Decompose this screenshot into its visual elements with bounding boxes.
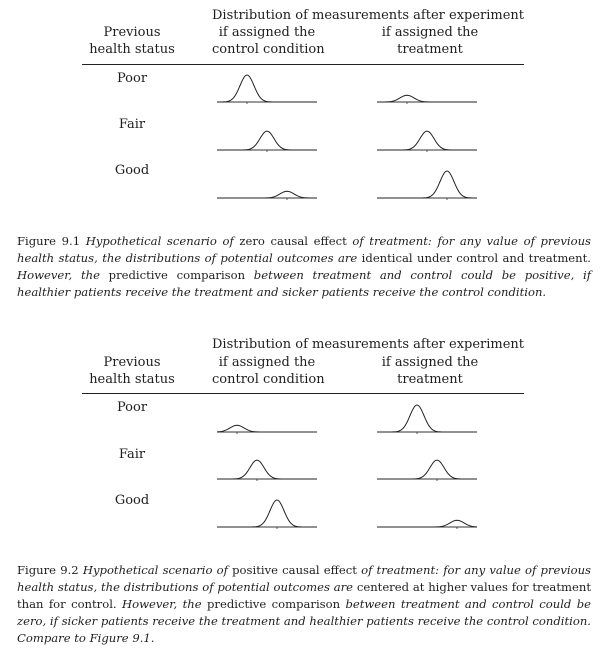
row-label-fair: Fair bbox=[118, 117, 146, 132]
density-curve bbox=[377, 460, 477, 479]
control-header-line1: if assigned the bbox=[218, 355, 316, 370]
status-header-line2: health status bbox=[89, 42, 175, 57]
density-plot-good-control bbox=[217, 495, 317, 531]
caption-text-run: of treatment: for any value of previous health status, the distributions of potential outcomes are bbox=[17, 234, 591, 265]
control-header-line1: if assigned the bbox=[218, 25, 316, 40]
control-header-line2: control condition bbox=[212, 42, 325, 57]
density-curve bbox=[377, 171, 477, 198]
treatment-header-line2: treatment bbox=[397, 42, 463, 57]
treatment-header-line2: treatment bbox=[397, 372, 463, 387]
caption-text-run: between treatment and control could be positive, if healthier patients receive the treatment and sicker patients receive the control condition. bbox=[17, 268, 591, 299]
figure-label: Figure 9.1 bbox=[17, 234, 86, 248]
header-rule bbox=[82, 393, 524, 394]
density-curve bbox=[377, 95, 477, 102]
density-curve bbox=[217, 425, 317, 432]
density-curve bbox=[377, 131, 477, 150]
figure-label: Figure 9.2 bbox=[17, 563, 83, 577]
column-group-header: Distribution of measurements after experiment bbox=[212, 337, 525, 352]
caption-text-run: identical under control and treatment. bbox=[357, 251, 591, 265]
caption-text-run: Hypothetical scenario of bbox=[85, 234, 234, 248]
status-header-line2: health status bbox=[89, 372, 175, 387]
density-curve bbox=[217, 460, 317, 479]
density-curve bbox=[217, 500, 317, 527]
header-rule bbox=[82, 64, 524, 65]
row-label-poor: Poor bbox=[116, 71, 148, 86]
caption-text-run: predictive comparison bbox=[99, 268, 254, 282]
density-plot-poor-treatment bbox=[377, 400, 477, 436]
density-curve bbox=[217, 75, 317, 102]
caption-text-run: However, the bbox=[121, 597, 202, 611]
density-plot-poor-control bbox=[217, 70, 317, 106]
density-plot-good-treatment bbox=[377, 495, 477, 531]
density-plot-fair-treatment bbox=[377, 447, 477, 483]
density-curve bbox=[217, 131, 317, 150]
control-header-line2: control condition bbox=[212, 372, 325, 387]
density-curve bbox=[217, 191, 317, 198]
treatment-header-line1: if assigned the bbox=[381, 355, 479, 370]
density-plot-fair-control bbox=[217, 447, 317, 483]
density-plot-fair-treatment bbox=[377, 118, 477, 154]
column-group-header: Distribution of measurements after experiment bbox=[212, 8, 525, 23]
density-plot-poor-treatment bbox=[377, 70, 477, 106]
density-plot-fair-control bbox=[217, 118, 317, 154]
row-label-poor: Poor bbox=[116, 400, 148, 415]
caption-text-run: between treatment and control could be zero, if sicker patients receive the treatment and healthier patients receive the control condition. Compare to Figure 9.1. bbox=[17, 597, 592, 645]
status-header-line1: Previous bbox=[103, 355, 161, 370]
density-plot-poor-control bbox=[217, 400, 317, 436]
row-label-good: Good bbox=[114, 163, 150, 178]
caption-text-run: However, the bbox=[17, 268, 100, 282]
caption-text-run: positive causal effect bbox=[227, 563, 362, 577]
caption-text-run: of treatment: for any value of previous health status, the distributions of potential outcomes are bbox=[17, 563, 591, 594]
row-label-fair: Fair bbox=[118, 447, 146, 462]
density-plot-good-control bbox=[217, 166, 317, 202]
figure-caption bbox=[17, 562, 591, 647]
caption-text-run: predictive comparison bbox=[201, 597, 346, 611]
row-label-good: Good bbox=[114, 493, 150, 508]
caption-text-run: zero causal effect bbox=[233, 234, 353, 248]
figure-caption bbox=[17, 233, 591, 301]
density-plot-good-treatment bbox=[377, 166, 477, 202]
status-header-line1: Previous bbox=[103, 25, 161, 40]
density-curve bbox=[377, 405, 477, 432]
caption-text-run: Hypothetical scenario of bbox=[82, 563, 228, 577]
treatment-header-line1: if assigned the bbox=[381, 25, 479, 40]
caption-text-run: centered at higher values for treatment than for control. bbox=[17, 580, 591, 611]
density-curve bbox=[377, 520, 477, 527]
